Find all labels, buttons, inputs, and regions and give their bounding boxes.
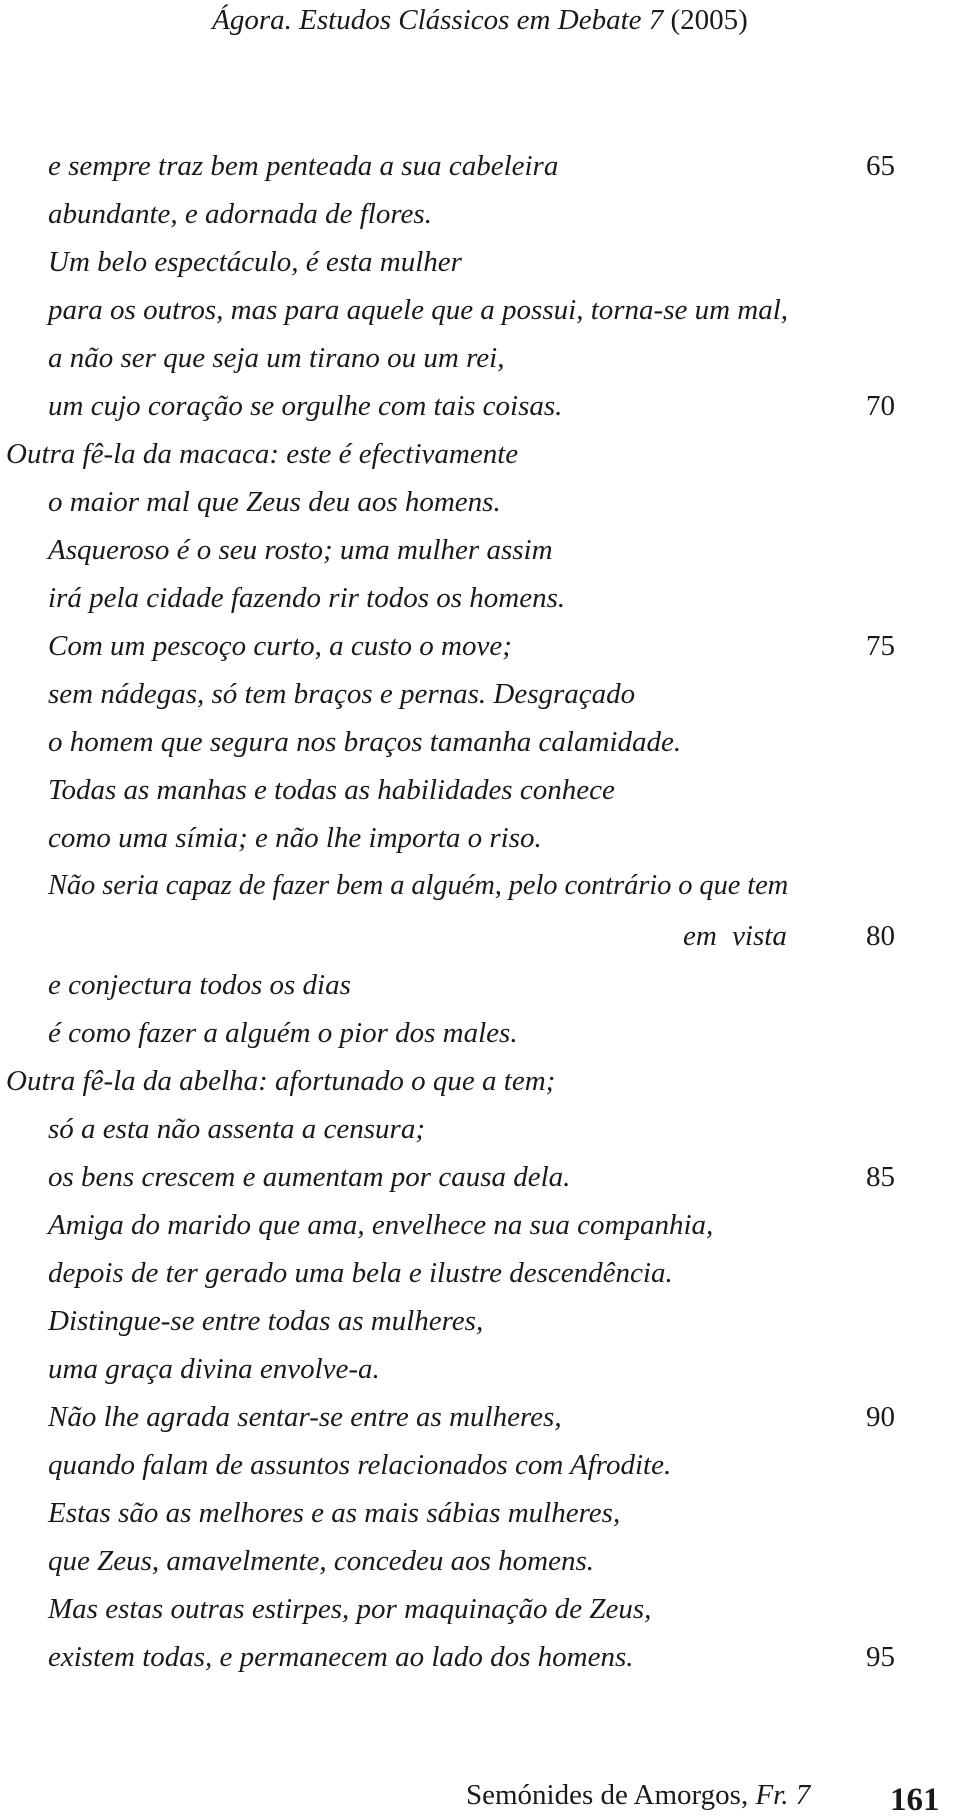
verse-line [0,290,960,330]
verse-text: Asqueroso é o seu rosto; uma mulher assim [48,534,553,566]
verse-text: uma graça divina envolve-a. [48,1353,380,1385]
verse-line [0,1205,960,1245]
verse-text: só a esta não assenta a censura; [48,1113,425,1145]
verse-text: Não seria capaz de fazer bem a alguém, pelo contrário o que tem [48,870,789,901]
verse-line [0,338,960,378]
verse-text: para os outros, mas para aquele que a possui, torna-se um mal, [48,294,789,326]
verse-line [0,1157,960,1197]
verse-text: Não lhe agrada sentar-se entre as mulheres, [48,1401,562,1433]
line-number: 70 [866,390,895,422]
verse-text: é como fazer a alguém o pior dos males. [48,1017,518,1049]
verse-line [0,626,960,666]
verse-line [0,965,960,1005]
verse-text: quando falam de assuntos relacionados com Afrodite. [48,1449,672,1481]
verse-line [0,146,960,186]
line-number: 80 [866,920,895,952]
verse-text: Estas são as melhores e as mais sábias mulheres, [48,1497,621,1529]
footer-author: Semónides de Amorgos, [466,1779,749,1811]
verse-line [0,1109,960,1149]
verse-text: um cujo coração se orgulhe com tais coisas. [48,390,563,422]
verse-line [0,770,960,810]
verse-text: Distingue-se entre todas as mulheres, [48,1305,484,1337]
verse-text: Um belo espectáculo, é esta mulher [48,246,462,278]
verse-text: em vista [683,920,787,952]
verse-line [0,818,960,858]
verse-line [0,866,960,906]
verse-line [0,674,960,714]
verse-line-continuation [0,916,960,956]
line-number: 65 [866,150,895,182]
verse-text: e conjectura todos os dias [48,969,351,1001]
footer-fragment: Fr. 7 [755,1779,811,1811]
verse-text: irá pela cidade fazendo rir todos os homens. [48,582,566,614]
verse-line [0,530,960,570]
verse-line [0,1589,960,1629]
verse-text: a não ser que seja um tirano ou um rei, [48,342,505,374]
verse-text: depois de ter gerado uma bela e ilustre descendência. [48,1257,673,1289]
verse-line [0,1397,960,1437]
verse-line [0,722,960,762]
verse-line [0,1541,960,1581]
verse-line [0,1013,960,1053]
verse-line [0,194,960,234]
verse-line [0,1349,960,1389]
verse-text: o homem que segura nos braços tamanha calamidade. [48,726,682,758]
journal-title: Ágora. Estudos Clássicos em Debate 7 [212,4,664,36]
running-footer [466,1776,940,1818]
journal-year: (2005) [670,4,748,36]
verse-line [0,1253,960,1293]
verse-line [0,434,960,474]
verse-line [0,1061,960,1101]
verse-line [0,1637,960,1677]
line-number: 95 [866,1641,895,1673]
line-number: 85 [866,1161,895,1193]
verse-text: existem todas, e permanecem ao lado dos homens. [48,1641,634,1673]
verse-line [0,1445,960,1485]
verse-line [0,1301,960,1341]
verse-line [0,242,960,282]
verse-text: os bens crescem e aumentam por causa dela. [48,1161,571,1193]
verse-text: Outra fê-la da abelha: afortunado o que a tem; [6,1065,556,1097]
verse-text: abundante, e adornada de flores. [48,198,432,230]
verse-text: o maior mal que Zeus deu aos homens. [48,486,501,518]
verse-text: Amiga do marido que ama, envelhece na sua companhia, [48,1209,714,1241]
verse-line [0,386,960,426]
page-number: 161 [890,1782,940,1818]
verse-text: Todas as manhas e todas as habilidades conhece [48,774,615,806]
verse-line [0,1493,960,1533]
verse-text: sem nádegas, só tem braços e pernas. Desgraçado [48,678,636,710]
line-number: 90 [866,1401,895,1433]
verse-text: Outra fê-la da macaca: este é efectivamente [6,438,519,470]
verse-line [0,578,960,618]
verse-text: e sempre traz bem penteada a sua cabeleira [48,150,559,182]
verse-text: Com um pescoço curto, a custo o move; [48,630,512,662]
verse-text: que Zeus, amavelmente, concedeu aos homens. [48,1545,595,1577]
line-number: 75 [866,630,895,662]
verse-text: Mas estas outras estirpes, por maquinação de Zeus, [48,1593,652,1625]
running-header [0,4,960,37]
verse-text: como uma símia; e não lhe importa o riso. [48,822,542,854]
verse-line [0,482,960,522]
